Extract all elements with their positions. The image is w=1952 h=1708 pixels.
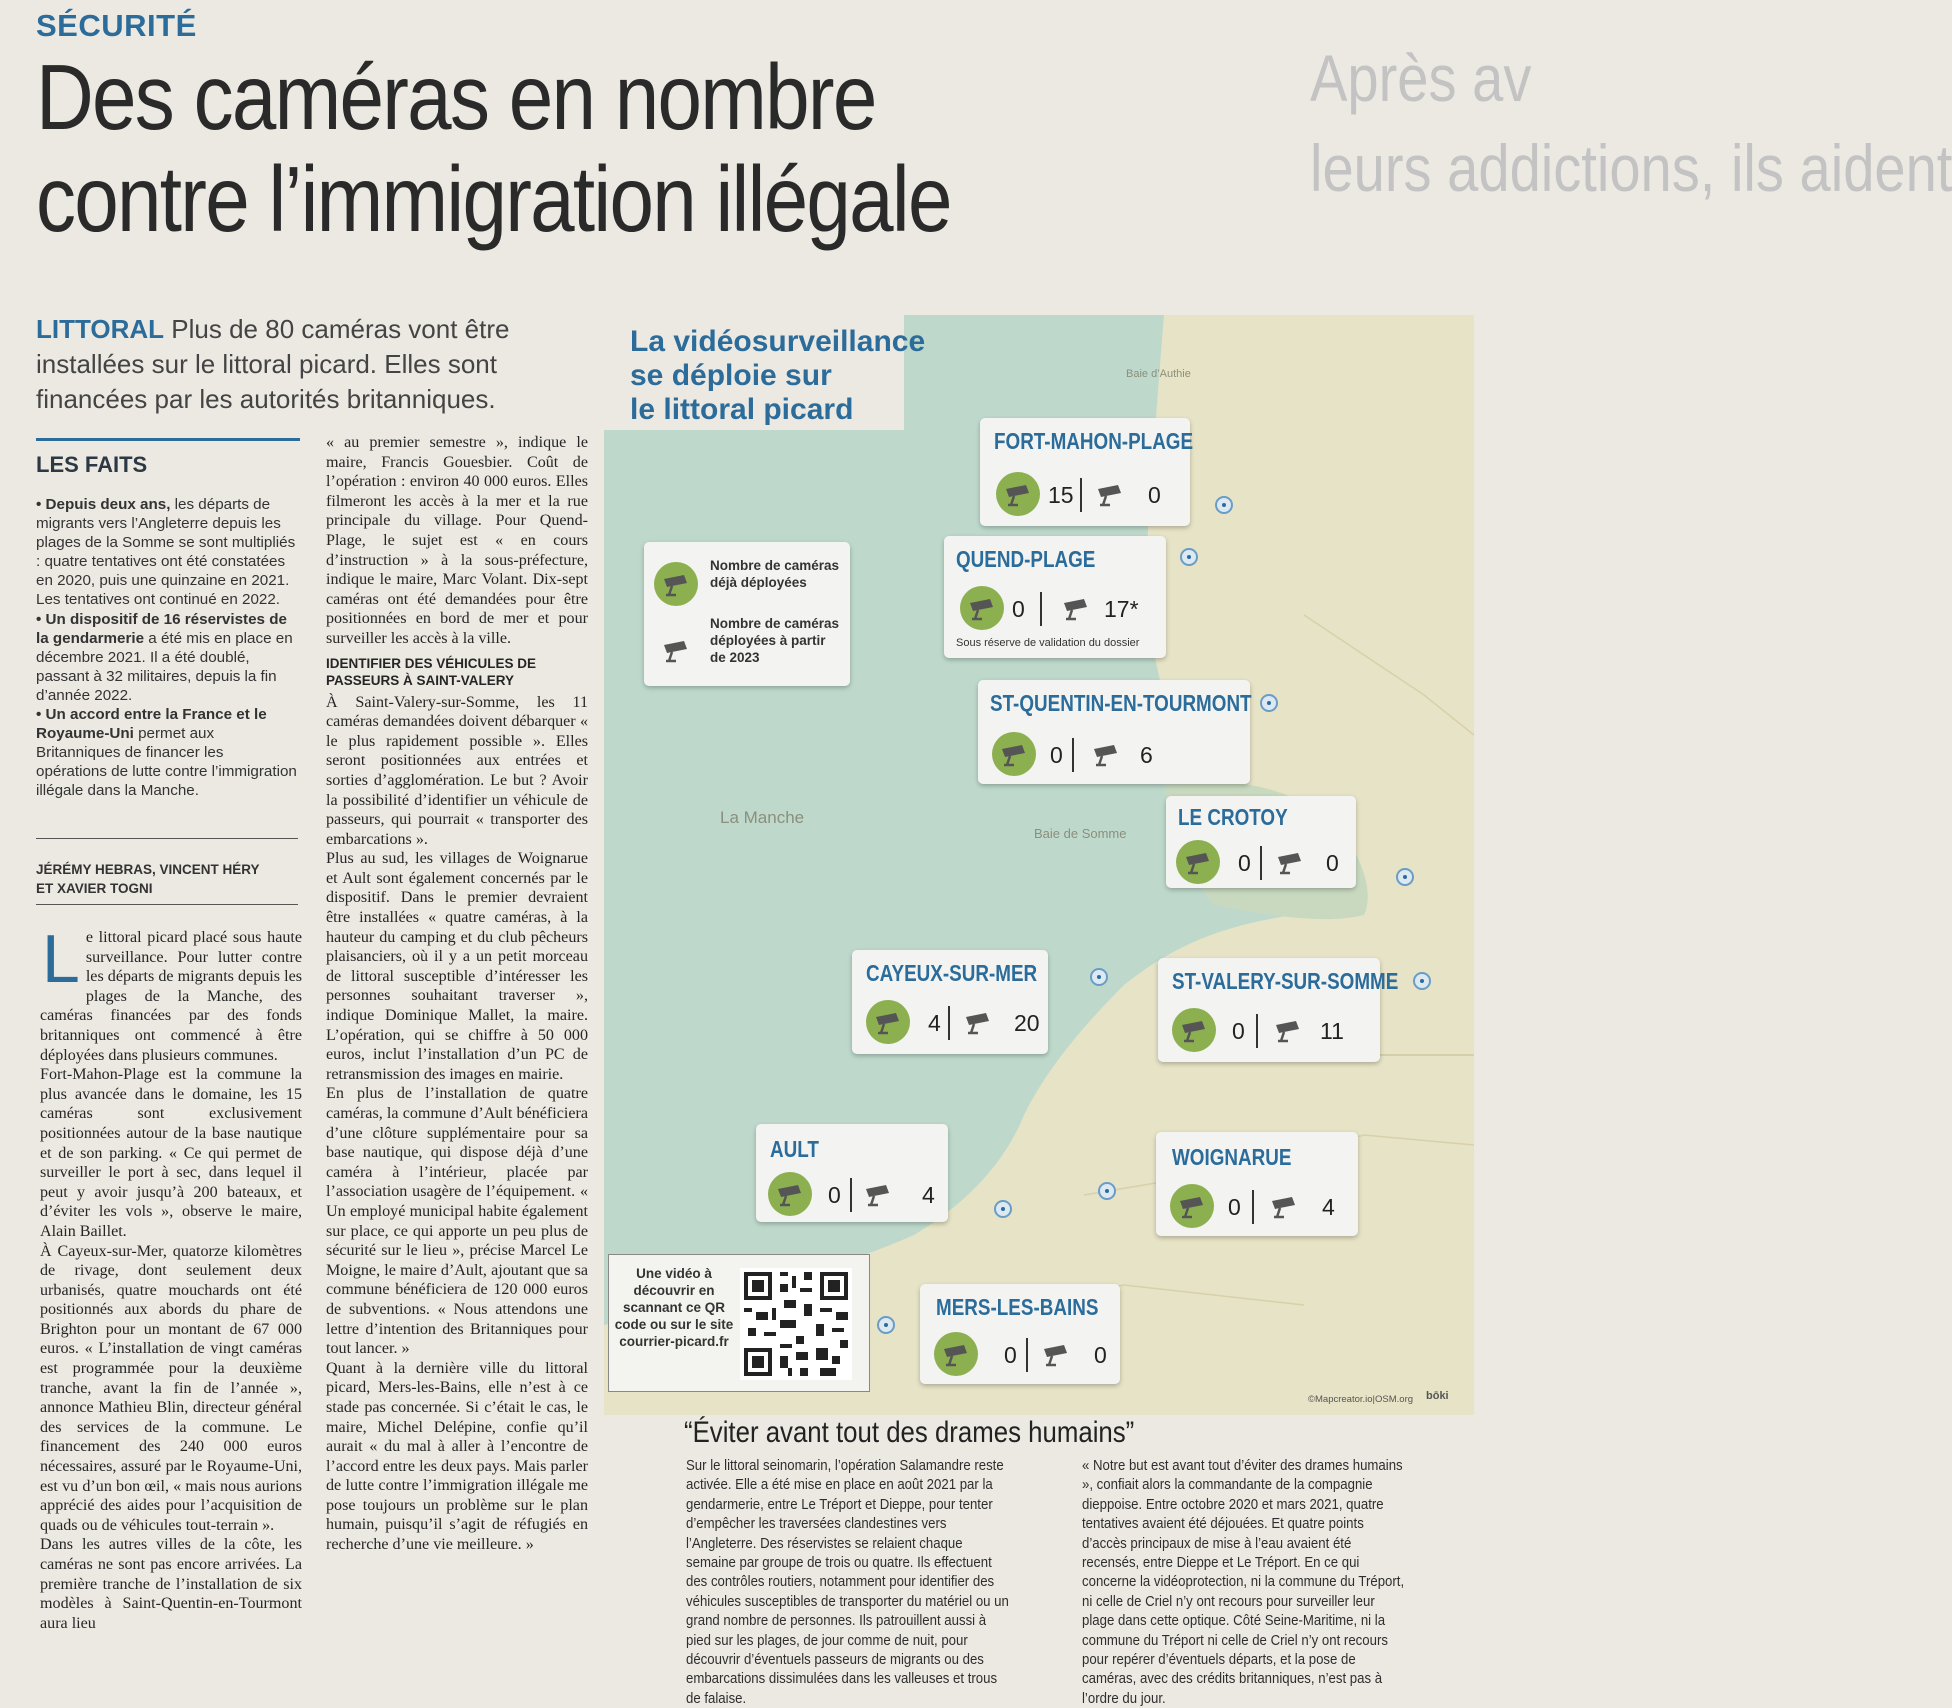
card-name: ST-QUENTIN-EN-TOURMONT: [990, 690, 1252, 716]
deployed-camera-icon: [934, 1332, 978, 1376]
card-st-valery-sur-somme: [1158, 958, 1399, 1062]
headline-line-1: Des caméras en nombre: [36, 45, 876, 149]
article-column-2: [326, 433, 588, 1555]
deployed-count: 4: [928, 1010, 941, 1036]
lead-text: Plus de 80 caméras vont être installées sur le littoral picard. Elles sont financées par les autorités britanniques.: [36, 314, 510, 414]
planned-camera-icon: [1090, 474, 1130, 514]
separator: [1040, 592, 1042, 626]
separator: [1072, 738, 1074, 772]
separator: [850, 1178, 852, 1212]
headline-line-2: contre l’immigration illégale: [36, 147, 951, 251]
label-baie-authie: Baie d’Authie: [1126, 368, 1191, 380]
byline-line-1: JÉRÉMY HEBRAS, VINCENT HÉRY: [36, 862, 260, 877]
faits-item: [36, 705, 298, 800]
article-paragraph: « au premier semestre », indique le maire, Francis Gouesbier. Coût de l’opération : environ 40 000 euros. Elles filmeront les accès à la mer et la rue principale du village. Pour Quend-Plage, le sujet est « en cours d’instruction » à la sous-préfecture, indique le maire, Marc Volant. Dix-sept caméras ont été demandées pour être positionnées en bord de mer et pour surveiller les accès à la ville.: [326, 434, 588, 647]
deployed-camera-icon: [1170, 1184, 1214, 1228]
faits-item: [36, 495, 298, 610]
deployed-count: 15: [1048, 482, 1074, 508]
lead-paragraph: [36, 312, 596, 417]
card-fort-mahon-plage: [980, 418, 1194, 526]
deployed-camera-icon: [1176, 840, 1220, 884]
planned-camera-icon: [858, 1174, 898, 1214]
planned-count: 6: [1140, 742, 1153, 768]
byline-rule-top: [36, 838, 298, 839]
sidebar-column-1: [686, 1456, 1012, 1708]
map-credit-brand: bōki: [1426, 1390, 1449, 1402]
qr-code[interactable]: [740, 1268, 852, 1380]
sidebar-paragraph: « Notre but est avant tout d’éviter des drames humains », confiait alors la commandante de la compagnie dieppoise. Entre octobre 2020 et mars 2021, quatre tentatives avaient été déjouées. Et quatre points d’accès principaux de mise à l’eau avaient été recensés, entre Dieppe et Le Tréport. En ce qui concerne la vidéoprotection, ni la commune du Tréport, ni celle de Criel n’y ont recours pour surveiller leur plage dans cette optique. Côté Seine-Maritime, ni la commune du Tréport ni celle de Criel n’y ont recours pour repérer d’éventuels départs, et la pose de caméras, avec des crédits britanniques, n’est pas à l’ordre du jour.: [1082, 1457, 1405, 1707]
page-title: [36, 46, 1188, 250]
card-name: ST-VALERY-SUR-SOMME: [1172, 968, 1399, 994]
map-pin: [1260, 694, 1278, 712]
card-name: CAYEUX-SUR-MER: [866, 960, 1038, 986]
planned-camera-icon: [1036, 1334, 1076, 1374]
planned-camera-icon: [1056, 588, 1096, 628]
article-paragraph: Fort-Mahon-Plage est la commune la plus avancée dans le domaine, les 15 caméras sont exclusivement positionnées autour de la base nautique et de son parking. « Ce qui permet de surveiller le port à sec, dans lequel il peut y avoir jusqu’à 200 bateaux, et d’éviter les vols », observe le maire, Alain Baillet.: [40, 1066, 302, 1240]
deployed-count: 0: [1232, 1018, 1245, 1044]
card-name: MERS-LES-BAINS: [936, 1294, 1099, 1320]
legend-planned-text: Nombre de caméras déployées à partir de 2023: [710, 616, 840, 665]
card-woignarue: [1156, 1132, 1358, 1236]
ghost-headline-right-2: leurs addictions, ils aident: [1310, 131, 1952, 205]
planned-count: 11: [1320, 1018, 1344, 1044]
planned-count: 4: [922, 1182, 935, 1208]
map-pin: [1090, 968, 1108, 986]
deployed-camera-icon: [768, 1172, 812, 1216]
sidebar-column-2: [1082, 1456, 1408, 1708]
card-cayeux-sur-mer: [852, 950, 1048, 1054]
card-note: Sous réserve de validation du dossier: [956, 637, 1140, 649]
sidebar-title: “Éviter avant tout des drames humains”: [684, 1416, 1135, 1449]
ghost-headline-right: Après av: [1310, 41, 1532, 115]
section-kicker: SÉCURITÉ: [36, 8, 197, 43]
map-title-line: La vidéosurveillance: [630, 325, 926, 358]
faits-item-text: permet aux Britanniques de financer les opérations de lutte contre l’immigration illégale dans la Manche.: [36, 725, 297, 800]
faits-item-text: a été mis en place en décembre 2021. Il a été doublé, passant à 32 militaires, depuis la fin d’année 2022.: [36, 629, 293, 704]
drop-cap: L: [42, 921, 80, 997]
deployed-count: 0: [828, 1182, 841, 1208]
map-pin: [1215, 496, 1233, 514]
planned-camera-icon: [1264, 1186, 1304, 1226]
byline-rule-bottom: [36, 904, 298, 905]
deployed-count: 0: [1050, 742, 1063, 768]
deployed-camera-icon: [960, 586, 1004, 630]
card-name: WOIGNARUE: [1172, 1144, 1292, 1170]
deployed-camera-icon: [866, 1000, 910, 1044]
map-pin: [1098, 1182, 1116, 1200]
planned-count: 0: [1094, 1342, 1107, 1368]
faits-item-bold: • Depuis deux ans,: [36, 496, 171, 513]
map-title-line: le littoral picard: [630, 393, 854, 426]
deployed-count: 0: [1228, 1194, 1241, 1220]
card-mers-les-bains: [920, 1284, 1120, 1384]
planned-count: 0: [1148, 482, 1161, 508]
separator: [1080, 478, 1082, 512]
faits-item-bold: • Un dispositif de 16 réservistes de la gendarmerie: [36, 610, 287, 647]
map-credit: ©Mapcreator.io|OSM.org: [1308, 1394, 1414, 1405]
article-paragraph: À Cayeux-sur-Mer, quatorze kilomètres de rivage, dont seulement deux urbanisés, quatre mouchards ont été positionnés aux abords du phare de Brighton pour un montant de 67 000 euros. « L’installation de vingt caméras est programmée pour la deuxième tranche, avant la fin de l’année », annonce Mathieu Blin, directeur général des services de la commune. Le financement des 240 000 euros nécessaires, assuré par le Royaume-Uni, est vu d’un bon œil, « mais nous aurions apprécié des aides pour l’acquisition de quads ou de véhicules tout-terrain ».: [40, 1242, 302, 1534]
card-le-crotoy: [1166, 796, 1356, 888]
planned-count: 20: [1014, 1010, 1040, 1036]
article-paragraph: À Saint-Valery-sur-Somme, les 11 caméras demandées doivent débarquer « le plus rapidement possible ». Elles seront positionnées aux entrées et sorties d’agglomération. Le but ? Avoir la possibilité d’identifier un véhicule de passeurs, qui pourrait « transporter des embarcations ».: [326, 693, 588, 848]
card-ault: [756, 1124, 948, 1222]
card-name: AULT: [770, 1136, 819, 1162]
faits-item-text: les départs de migrants vers l’Angleterre depuis les plages de la Somme se sont multipliés : quatre tentatives ont été constatées en 2020, puis une quinzaine en 2021. Les tentatives ont continué en 2022.: [36, 496, 296, 609]
byline-line-2: ET XAVIER TOGNI: [36, 881, 153, 896]
qr-text: Une vidéo à découvrir en scannant ce QR code ou sur le site courrier-picard.fr: [614, 1266, 734, 1349]
deployed-count: 0: [1238, 850, 1251, 876]
faits-item-bold: • Un accord entre la France et le Royaume-Uni: [36, 706, 267, 743]
deployed-camera-icon: [654, 562, 698, 606]
lead-tag: LITTORAL: [36, 314, 165, 344]
planned-camera-icon: [1270, 842, 1310, 882]
article-paragraph: [40, 921, 302, 1065]
map-pin: [994, 1200, 1012, 1218]
card-quend-plage: [944, 536, 1166, 658]
faits-item: [36, 610, 298, 705]
label-la-manche: La Manche: [720, 808, 805, 827]
byline: [36, 860, 298, 898]
deployed-count: 0: [1012, 596, 1025, 622]
separator: [1260, 846, 1262, 880]
card-name: QUEND-PLAGE: [956, 546, 1096, 572]
planned-count: 0: [1326, 850, 1339, 876]
planned-count: 4: [1322, 1194, 1335, 1220]
card-st-quentin-en-tourmont: [978, 680, 1250, 784]
faits-list: [36, 495, 298, 801]
article-paragraph: Quant à la dernière ville du littoral picard, Mers-les-Bains, elle n’est à ce stade pas concernée. Si c’était le cas, le maire, Michel Delépine, confie qu’il aurait « du mal à aller à l’encontre de l’accord entre les deux pays. Mais parler de lutte contre l’immigration illégale me pose toujours un problème sur le plan humain, puisqu’il s’agit de réfugiés en recherche d’une vie meilleure. »: [326, 1359, 588, 1554]
article-paragraph: Plus au sud, les villages de Woignarue et Ault sont également concernés par le dispositif. Dans le premier devraient être installées « quatre caméras, à la hauteur du camping et du club pêcheurs plaisanciers, où il y a un petit morceau de littoral susceptible d’intéresser les personnes souhaitant traverser », indique Dominique Mallet, la maire. L’opération, qui se chiffre à 50 000 euros, inclut l’installation d’un PC de retransmission des images en mairie.: [326, 850, 588, 1083]
deployed-camera-icon: [996, 472, 1040, 516]
separator: [1256, 1014, 1258, 1048]
planned-camera-icon: [1086, 734, 1126, 774]
deployed-camera-icon: [992, 732, 1036, 776]
separator: [1252, 1190, 1254, 1224]
card-name: LE CROTOY: [1178, 804, 1288, 830]
map-pin: [877, 1316, 895, 1334]
planned-camera-icon: [656, 630, 696, 670]
separator: [948, 1006, 950, 1040]
deployed-count: 0: [1004, 1342, 1017, 1368]
map-pin: [1396, 868, 1414, 886]
article-paragraph: En plus de l’installation de quatre caméras, la commune d’Ault bénéficiera d’une clôture supplémentaire pour sa base nautique, qui dispose déjà d’une caméra à l’intérieur, placée par l’association usagère de l’équipement. « Un employé municipal habite également sur place, ce qui apporte un peu plus de sécurité sur le lieu », précise Marcel Le Moigne, le maire d’Ault, ajoutant que sa commune bénéficiera de 120 000 euros de subventions. « Nous attendons une lettre d’intention des Britanniques pour tout lancer. »: [326, 1085, 588, 1358]
planned-camera-icon: [958, 1002, 998, 1042]
map-pin: [1413, 972, 1431, 990]
sidebar-paragraph: Sur le littoral seinomarin, l’opération Salamandre reste activée. Elle a été mise en place en août 2021 par la gendarmerie, entre Le Tréport et Dieppe, pour tenter d’empêcher les traversées clandestines vers l’Angleterre. Des réservistes se relaient chaque semaine par groupe de trois ou quatre. Ils effectuent des contrôles routiers, notamment pour identifier des véhicules susceptibles de transporter du matériel ou un grand nombre de personnes. Ils patrouillent aussi à pied sur les plages, de jour comme de nuit, pour découvrir d’éventuels passeurs de migrants ou des embarcations dissimulées dans les valleuses et trous de falaise.: [686, 1457, 1009, 1707]
map-title-line: se déploie sur: [630, 359, 832, 392]
article-paragraph: Dans les autres villes de la côte, les caméras ne sont pas encore arrivées. La première tranche de l’installation de six modèles à Saint-Quentin-en-Tourmont aura lieu: [40, 1536, 302, 1632]
article-column-1: [40, 921, 302, 1633]
qr-code-graphic: [740, 1268, 852, 1380]
planned-camera-icon: [1268, 1010, 1308, 1050]
map-pin: [1180, 548, 1198, 566]
label-baie-somme: Baie de Somme: [1034, 826, 1127, 841]
faits-rule: [36, 438, 300, 441]
article-subhead: IDENTIFIER DES VÉHICULES DE PASSEURS À SAINT-VALERY: [326, 655, 537, 688]
separator: [1026, 1338, 1028, 1372]
map-legend: [644, 542, 850, 686]
planned-count: 17*: [1104, 596, 1139, 622]
map-title: [630, 325, 925, 427]
legend-deployed-text: Nombre de caméras déjà déployées: [710, 558, 840, 590]
card-name: FORT-MAHON-PLAGE: [994, 428, 1194, 454]
faits-heading: LES FAITS: [36, 452, 148, 477]
paragraph-text: e littoral picard placé sous haute surveillance. Pour lutter contre les départs de migrants depuis les plages de la Manche, des caméras financées par des fonds britanniques ont commencé à être déployées dans plusieurs communes.: [40, 929, 302, 1064]
deployed-camera-icon: [1172, 1008, 1216, 1052]
